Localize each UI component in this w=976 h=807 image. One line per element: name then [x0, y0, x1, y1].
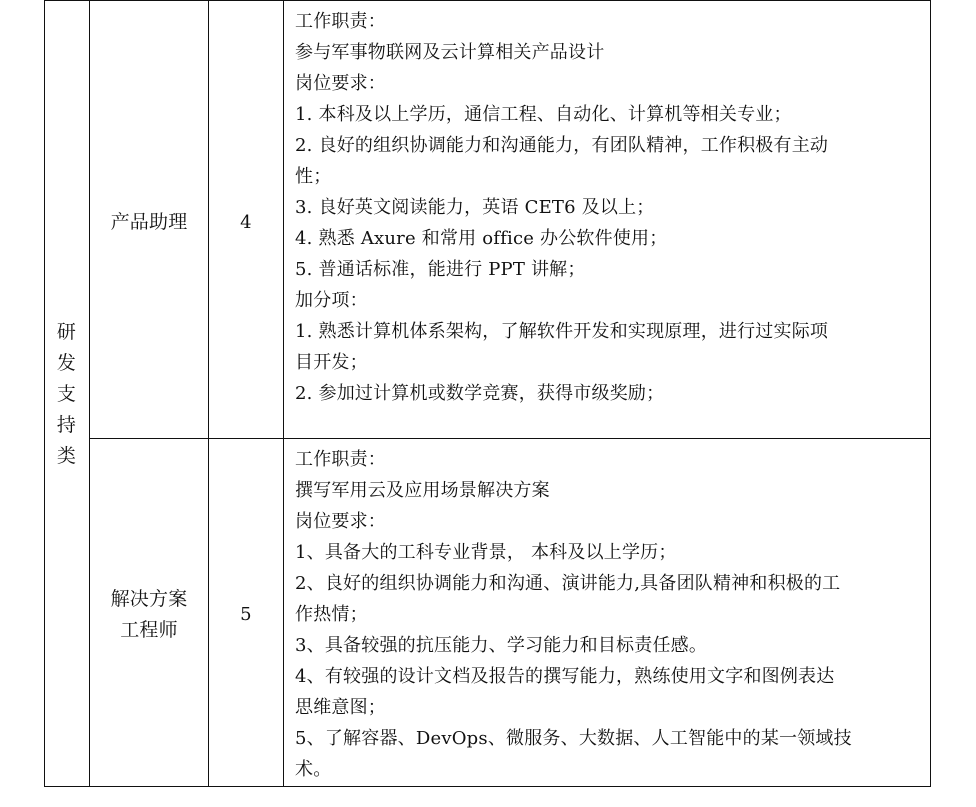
position-line: 工程师	[120, 619, 178, 641]
category-char: 类	[56, 445, 77, 467]
headcount-solution-engineer: 5	[240, 604, 252, 625]
headcount-product-assistant: 4	[240, 212, 252, 233]
category-cell	[44, 317, 89, 472]
description-solution-engineer	[295, 444, 925, 785]
description-line: 3. 良好英文阅读能力，英语 CET6 及以上；	[295, 197, 655, 218]
category-char: 持	[56, 414, 77, 436]
description-line: 岗位要求：	[295, 73, 386, 94]
category-char: 支	[56, 383, 77, 405]
description-line: 3、具备较强的抗压能力、学习能力和目标责任感。	[295, 635, 708, 656]
description-line: 参与军事物联网及云计算相关产品设计	[295, 42, 605, 63]
description-line: 岗位要求：	[295, 511, 386, 532]
description-line: 加分项：	[295, 290, 368, 311]
position-column-divider	[208, 0, 209, 787]
description-line: 4. 熟悉 Axure 和常用 office 办公软件使用；	[295, 228, 668, 249]
count-column-divider	[283, 0, 284, 787]
category-char: 研	[56, 321, 77, 343]
table-bottom-border	[44, 786, 931, 787]
description-line: 目开发；	[295, 352, 368, 373]
description-line: 1. 熟悉计算机体系架构，了解软件开发和实现原理，进行过实际项	[295, 321, 829, 342]
position-line: 解决方案	[110, 588, 188, 610]
description-line: 4、有较强的设计文档及报告的撰写能力，熟练使用文字和图例表达	[295, 666, 835, 687]
description-product-assistant	[295, 6, 925, 409]
description-line: 1. 本科及以上学历，通信工程、自动化、计算机等相关专业；	[295, 104, 792, 125]
description-line: 5. 普通话标准，能进行 PPT 讲解；	[295, 259, 586, 280]
description-line: 思维意图；	[295, 697, 386, 718]
description-line: 工作职责：	[295, 11, 386, 32]
job-table	[44, 0, 931, 787]
description-line: 1、具备大的工科专业背景， 本科及以上学历；	[295, 542, 677, 563]
category-char: 发	[56, 352, 77, 374]
description-line: 工作职责：	[295, 449, 386, 470]
position-product-assistant: 产品助理	[110, 211, 188, 233]
description-line: 2. 参加过计算机或数学竞赛，获得市级奖励；	[295, 383, 665, 404]
description-line: 5、了解容器、DevOps、微服务、大数据、人工智能中的某一领域技	[295, 728, 852, 749]
row-divider	[89, 438, 931, 439]
description-line: 性；	[295, 166, 332, 187]
table-top-border	[44, 0, 931, 1]
description-line: 2. 良好的组织协调能力和沟通能力，有团队精神，工作积极有主动	[295, 135, 829, 156]
description-line: 撰写军用云及应用场景解决方案	[295, 480, 550, 501]
category-column-divider	[89, 0, 90, 787]
position-solution-engineer	[90, 584, 208, 646]
table-right-border	[930, 0, 931, 787]
description-line: 作热情；	[295, 604, 368, 625]
description-line: 2、良好的组织协调能力和沟通、演讲能力,具备团队精神和积极的工	[295, 573, 841, 594]
description-line: 术。	[295, 759, 332, 780]
